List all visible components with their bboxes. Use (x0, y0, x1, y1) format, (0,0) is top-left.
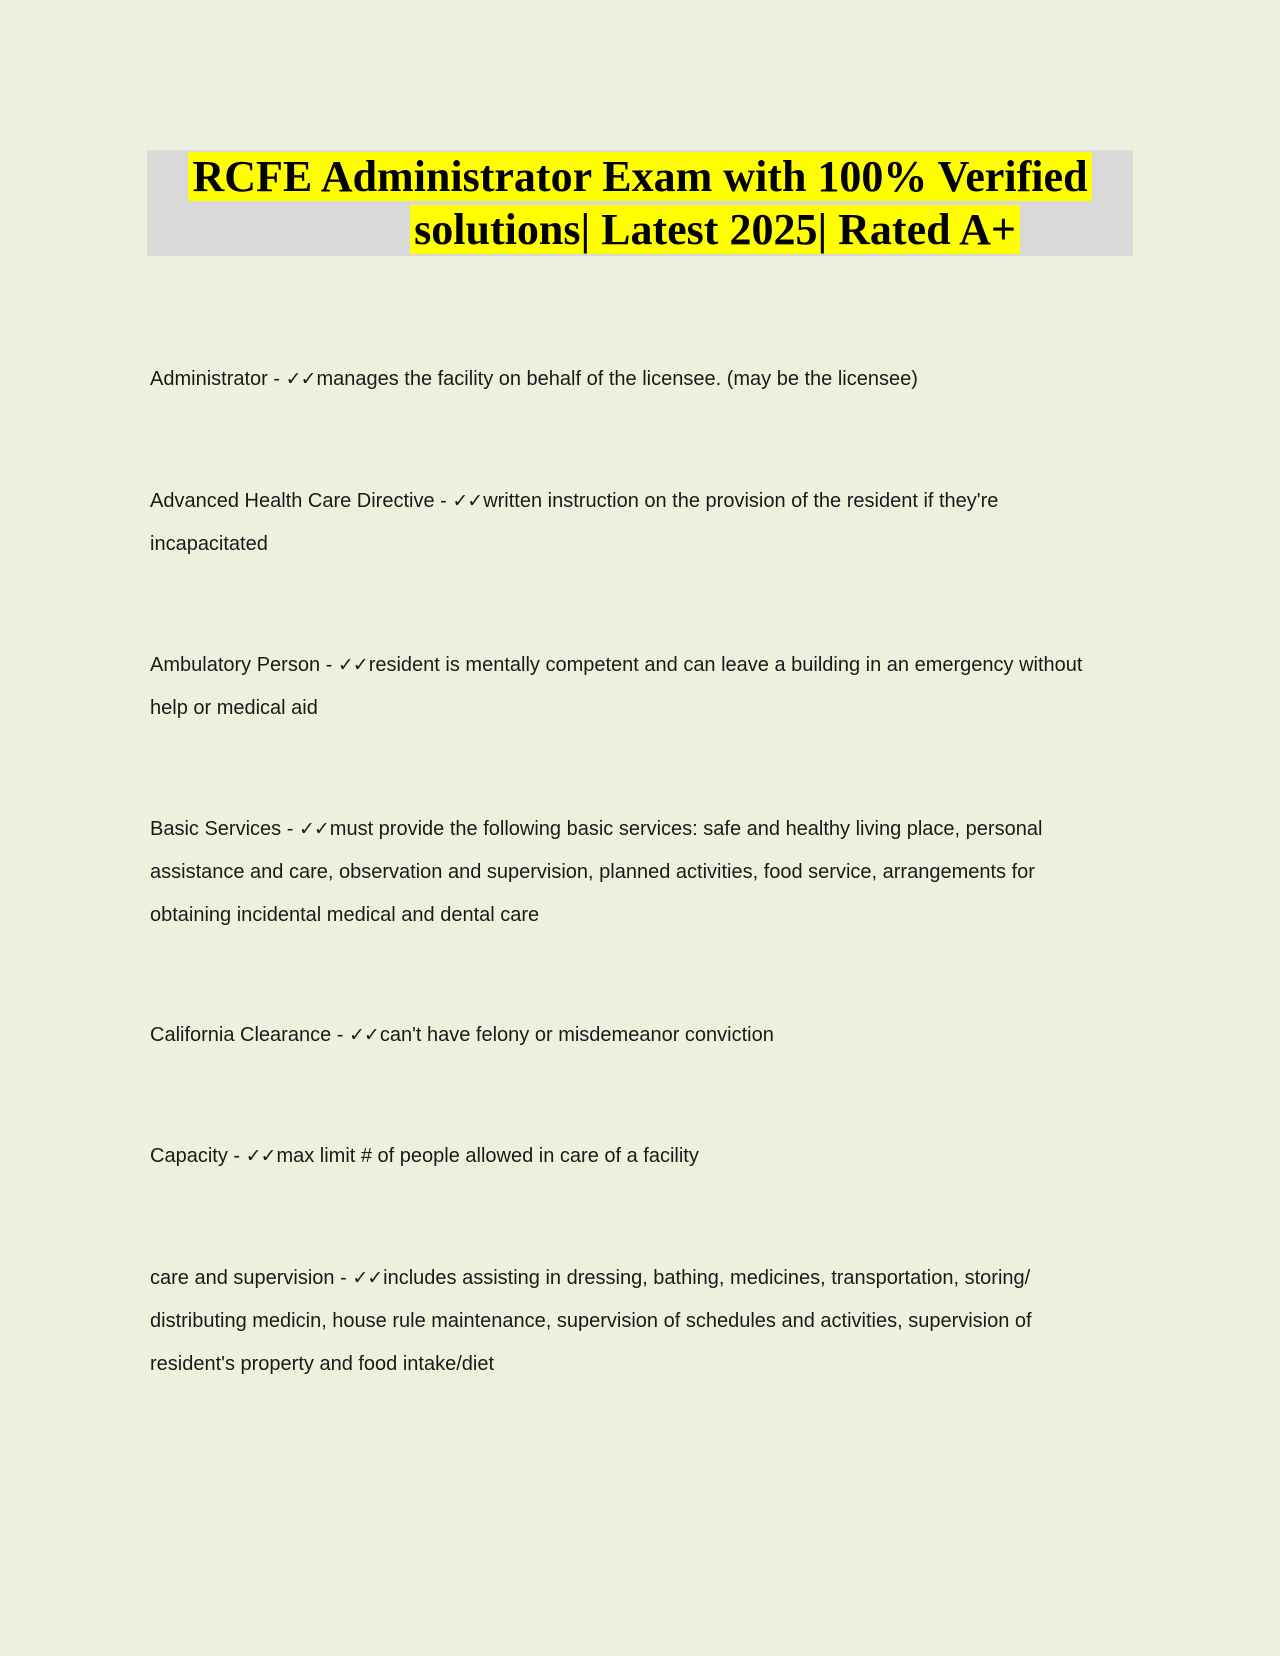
glossary-entry (150, 1135, 1100, 1178)
entry-definition: must provide the following basic services: safe and healthy living place, personal assistance and care, observation and supervision, planned activities, food service, arrangements for obtaining incidental medical and dental care (150, 818, 1043, 926)
double-check-icon: ✓✓ (298, 818, 329, 840)
glossary-entry (150, 1257, 1100, 1386)
glossary-entry (150, 1014, 1100, 1057)
glossary-entry (150, 358, 1100, 401)
title-line-1: RCFE Administrator Exam with 100% Verified (188, 152, 1091, 201)
glossary-entry (150, 808, 1100, 937)
title-line-2: solutions| Latest 2025| Rated A+ (410, 205, 1020, 254)
entry-definition: resident is mentally competent and can leave a building in an emergency without help or medical aid (150, 654, 1083, 719)
double-check-icon: ✓✓ (337, 654, 368, 676)
glossary-entry (150, 480, 1100, 566)
entry-term: Advanced Health Care Directive - (150, 490, 453, 512)
entry-definition: max limit # of people allowed in care of a facility (276, 1145, 699, 1167)
double-check-icon: ✓✓ (452, 490, 483, 512)
entry-definition: can't have felony or misdemeanor conviction (379, 1024, 774, 1046)
document-title (150, 150, 1130, 256)
entry-term: California Clearance - (150, 1024, 349, 1046)
glossary-entry (150, 644, 1100, 730)
entry-term: care and supervision - (150, 1267, 353, 1289)
entry-definition: manages the facility on behalf of the licensee. (may be the licensee) (316, 368, 918, 390)
entry-term: Administrator - (150, 368, 286, 390)
double-check-icon: ✓✓ (352, 1267, 383, 1289)
double-check-icon: ✓✓ (245, 1145, 276, 1167)
entry-term: Capacity - (150, 1145, 246, 1167)
double-check-icon: ✓✓ (348, 1024, 379, 1046)
entry-term: Basic Services - (150, 818, 299, 840)
entry-term: Ambulatory Person - (150, 654, 338, 676)
double-check-icon: ✓✓ (285, 368, 316, 390)
entry-definition: includes assisting in dressing, bathing, medicines, transportation, storing/ distributing medicin, house rule maintenance, supervision of schedules and activities, supervision of resident's property and food intake/diet (150, 1267, 1032, 1375)
entry-definition: written instruction on the provision of the resident if they're incapacitated (150, 490, 999, 555)
